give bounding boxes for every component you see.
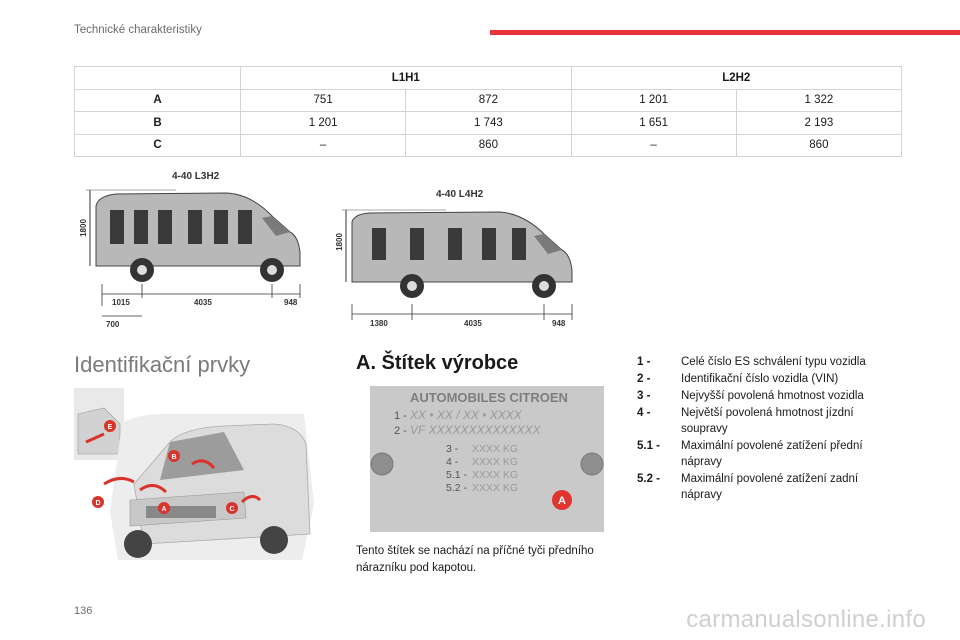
table-row — [75, 112, 902, 135]
photo-marker-c: C — [229, 506, 235, 513]
legend-text: Identifikační číslo vozidla (VIN) — [681, 373, 839, 385]
table-cell: 1 201 — [571, 89, 736, 112]
legend-num: 1 - — [637, 356, 651, 368]
table-header-empty — [75, 67, 241, 90]
plate-line51-value: XXXX KG — [472, 469, 519, 481]
plate-line52-num: 5.2 - — [446, 482, 468, 494]
table-cell: 1 651 — [571, 112, 736, 135]
van-identification-photo — [74, 384, 318, 569]
table-cell: 2 193 — [736, 112, 901, 135]
dim-label: 948 — [552, 319, 566, 328]
legend-item — [637, 354, 897, 370]
header-accent-bar — [490, 30, 960, 35]
plate-line51-num: 5.1 - — [446, 469, 468, 481]
plate-line52-value: XXXX KG — [472, 482, 519, 494]
watermark: carmanualsonline.info — [686, 606, 926, 633]
photo-marker-b: B — [171, 454, 177, 461]
table-header-row — [75, 67, 902, 90]
dim-label: 1015 — [112, 298, 130, 307]
table-cell: – — [241, 134, 406, 157]
legend-item — [637, 438, 897, 470]
table-row — [75, 134, 902, 157]
legend-num: 2 - — [637, 373, 651, 385]
legend-text: Největší povolená hmotnost jízdní soupravy — [681, 407, 854, 435]
plate-line4-num: 4 - — [446, 456, 459, 468]
legend-num: 3 - — [637, 390, 651, 402]
dim-label: 1380 — [370, 319, 388, 328]
plate-legend — [637, 354, 897, 504]
photo-marker-a: A — [161, 506, 167, 513]
legend-text: Maximální povolené zatížení přední nápravy — [681, 440, 863, 468]
plate-line3-value: XXXX KG — [472, 443, 519, 455]
row-label: B — [75, 112, 241, 135]
height-dim: 1800 — [79, 219, 88, 237]
plate-brand: AUTOMOBILES CITROEN — [410, 390, 568, 405]
plate-caption: Tento štítek se nachází na příčné tyči předního nárazníku pod kapotou. — [356, 545, 594, 574]
van-drawing-l3h2 — [76, 166, 312, 332]
legend-item — [637, 405, 897, 437]
legend-item — [637, 388, 897, 404]
drawing-title: 4-40 L3H2 — [172, 171, 220, 182]
table-cell: 1 201 — [241, 112, 406, 135]
plate-line4-value: XXXX KG — [472, 456, 519, 468]
dim-label: 700 — [106, 320, 120, 329]
legend-num: 5.1 - — [637, 440, 661, 452]
plate-marker-a: A — [558, 495, 566, 507]
dim-label: 4035 — [464, 319, 482, 328]
table-row — [75, 89, 902, 112]
table-cell: 1 322 — [736, 89, 901, 112]
table-cell: 751 — [241, 89, 406, 112]
van-drawing-l4h2 — [336, 186, 584, 332]
legend-text: Nejvyšší povolená hmotnost vozidla — [681, 390, 864, 402]
table-header-l2h2: L2H2 — [571, 67, 902, 90]
legend-text: Maximální povolené zatížení zadní nápravy — [681, 473, 859, 501]
legend-num: 4 - — [637, 407, 651, 419]
drawing-title: 4-40 L4H2 — [436, 189, 484, 200]
photo-marker-e: E — [107, 424, 113, 431]
plate-line1-value: XX • XX / XX • XXXX — [410, 408, 522, 422]
table-cell: 1 743 — [406, 112, 571, 135]
legend-num: 5.2 - — [637, 473, 661, 485]
row-label: A — [75, 89, 241, 112]
page-number: 136 — [74, 605, 93, 617]
legend-item — [637, 371, 897, 387]
photo-marker-d: D — [95, 500, 101, 507]
table-cell: 860 — [406, 134, 571, 157]
height-dim: 1800 — [335, 233, 344, 251]
plate-line1-num: 1 - — [394, 410, 407, 422]
plate-line3-num: 3 - — [446, 443, 459, 455]
table-header-l1h1: L1H1 — [241, 67, 572, 90]
plate-line2-value: VF XXXXXXXXXXXXXX — [410, 423, 541, 437]
section-heading-identification: Identifikační prvky — [74, 352, 251, 377]
plate-line2-num: 2 - — [394, 425, 407, 437]
table-cell: 872 — [406, 89, 571, 112]
manufacturer-plate-image — [370, 386, 604, 532]
dim-label: 4035 — [194, 298, 212, 307]
legend-item — [637, 471, 897, 503]
table-cell: – — [571, 134, 736, 157]
row-label: C — [75, 134, 241, 157]
section-heading-plate: A. Štítek výrobce — [356, 352, 519, 374]
legend-text: Celé číslo ES schválení typu vozidla — [681, 356, 866, 368]
table-cell: 860 — [736, 134, 901, 157]
dimensions-table — [74, 66, 902, 157]
dim-label: 948 — [284, 298, 298, 307]
running-header: Technické charakteristiky — [74, 24, 202, 36]
